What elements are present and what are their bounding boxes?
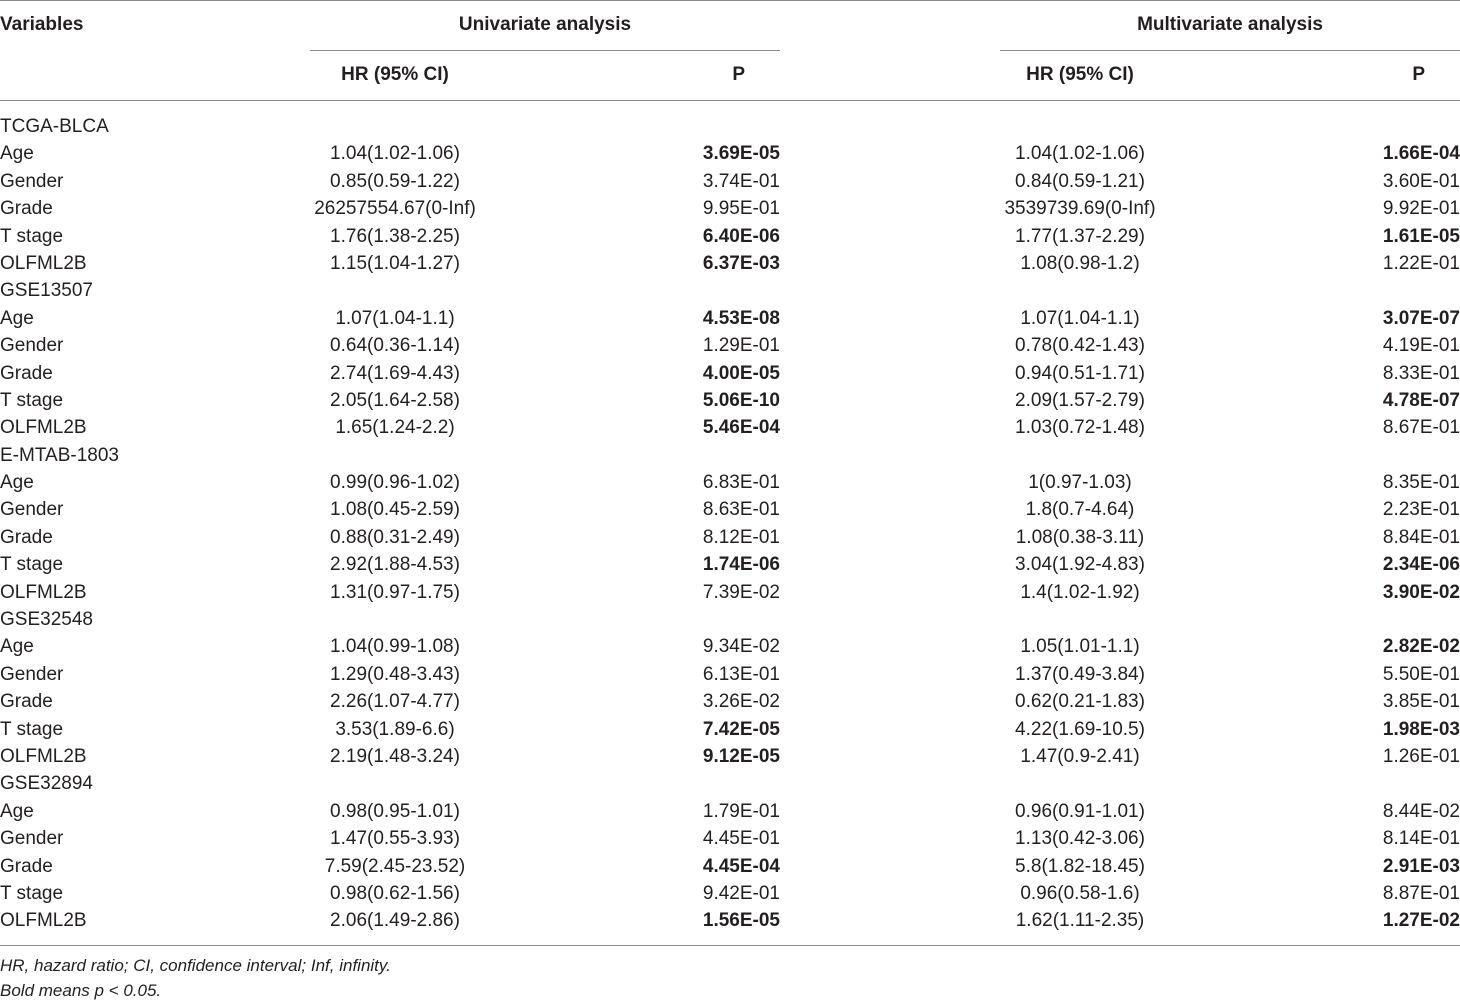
multivariate-p-cell: 3.60E-01: [1382, 170, 1460, 192]
univariate-hr-cell: 1.07(1.04-1.1): [335, 307, 455, 329]
multivariate-p-cell: 5.50E-01: [1382, 663, 1460, 685]
multivariate-p-cell: 2.91E-03: [1382, 855, 1460, 877]
table-row: [0, 250, 1460, 277]
univariate-hr-cell: 2.26(1.07-4.77): [330, 691, 460, 713]
table-bottom-rule: [0, 945, 1460, 946]
variable-label: Age: [0, 636, 34, 658]
variable-label: Age: [0, 307, 34, 329]
table-row: [0, 469, 1460, 496]
univariate-p-cell: 3.69E-05: [702, 143, 780, 165]
table-row: [0, 880, 1460, 907]
multivariate-hr-cell: 1.03(0.72-1.48): [1015, 417, 1145, 439]
table-row: [0, 332, 1460, 359]
multivariate-hr-cell: 0.94(0.51-1.71): [1015, 362, 1145, 384]
variable-label: OLFML2B: [0, 745, 87, 767]
univariate-span-rule: [310, 50, 780, 51]
multivariate-p-cell: 1.98E-03: [1382, 718, 1460, 740]
variable-label: OLFML2B: [0, 910, 87, 932]
header-multivariate: Multivariate analysis: [1137, 14, 1323, 35]
footnote-bold-note: Bold means p < 0.05.: [0, 981, 162, 1000]
multivariate-p-cell: 8.87E-01: [1382, 882, 1460, 904]
header-univariate: Univariate analysis: [458, 14, 632, 35]
table-row: [0, 716, 1460, 743]
footnote-abbreviations: HR, hazard ratio; CI, confidence interval; Inf, infinity.: [0, 956, 391, 975]
multivariate-p-cell: 8.67E-01: [1382, 417, 1460, 439]
table-body: [0, 113, 1460, 935]
multivariate-hr-cell: 1.4(1.02-1.92): [1020, 581, 1140, 603]
univariate-p-cell: 9.34E-02: [702, 636, 780, 658]
univariate-p-cell: 6.13E-01: [702, 663, 780, 685]
variable-label: Gender: [0, 499, 64, 521]
variable-label: T stage: [0, 389, 64, 411]
univariate-hr-cell: 1.15(1.04-1.27): [330, 252, 460, 274]
multivariate-hr-cell: 1.08(0.38-3.11): [1015, 526, 1145, 548]
table-top-rule: [0, 0, 1460, 1]
multivariate-p-cell: 1.61E-05: [1382, 225, 1460, 247]
multivariate-hr-cell: 1.77(1.37-2.29): [1015, 225, 1145, 247]
header-uni-hr: HR (95% CI): [341, 64, 449, 85]
multivariate-p-cell: 2.82E-02: [1382, 636, 1460, 658]
table-row: [0, 168, 1460, 195]
variable-label: OLFML2B: [0, 417, 87, 439]
univariate-p-cell: 4.45E-04: [702, 855, 780, 877]
univariate-hr-cell: 7.59(2.45-23.52): [324, 855, 466, 877]
variable-label: Grade: [0, 198, 53, 220]
multivariate-hr-cell: 1.62(1.11-2.35): [1015, 910, 1145, 932]
univariate-hr-cell: 1.04(0.99-1.08): [330, 636, 460, 658]
dataset-group-row: [0, 277, 1460, 304]
table-row: [0, 853, 1460, 880]
univariate-hr-cell: 3.53(1.89-6.6): [335, 718, 455, 740]
header-uni-p: P: [732, 64, 745, 85]
multivariate-p-cell: 1.22E-01: [1382, 252, 1460, 274]
multivariate-p-cell: 1.66E-04: [1382, 143, 1460, 165]
variable-label: OLFML2B: [0, 581, 87, 603]
variable-label: Age: [0, 143, 34, 165]
dataset-label: GSE32894: [0, 773, 93, 795]
univariate-hr-cell: 2.92(1.88-4.53): [330, 554, 460, 576]
table-row: [0, 907, 1460, 934]
univariate-hr-cell: 0.99(0.96-1.02): [330, 472, 460, 494]
table-row: [0, 633, 1460, 660]
variable-label: Age: [0, 472, 34, 494]
univariate-p-cell: 8.12E-01: [702, 526, 780, 548]
univariate-p-cell: 3.26E-02: [702, 691, 780, 713]
dataset-label: TCGA-BLCA: [0, 116, 109, 137]
multivariate-p-cell: 1.26E-01: [1382, 745, 1460, 767]
table-row: [0, 414, 1460, 441]
univariate-p-cell: 8.63E-01: [702, 499, 780, 521]
univariate-p-cell: 5.06E-10: [702, 389, 780, 411]
univariate-p-cell: 7.39E-02: [702, 581, 780, 603]
univariate-p-cell: 6.40E-06: [702, 225, 780, 247]
header-bottom-rule: [0, 100, 1460, 101]
multivariate-p-cell: 8.33E-01: [1382, 362, 1460, 384]
multivariate-hr-cell: 1.05(1.01-1.1): [1020, 636, 1140, 658]
univariate-p-cell: 6.83E-01: [702, 472, 780, 494]
univariate-p-cell: 4.00E-05: [702, 362, 780, 384]
multivariate-p-cell: 8.84E-01: [1382, 526, 1460, 548]
variable-label: Gender: [0, 663, 64, 685]
variable-label: Grade: [0, 691, 53, 713]
univariate-hr-cell: 0.88(0.31-2.49): [330, 526, 460, 548]
dataset-label: GSE32548: [0, 609, 93, 631]
header-variables: Variables: [0, 14, 84, 35]
multivariate-hr-cell: 1.37(0.49-3.84): [1015, 663, 1145, 685]
multivariate-hr-cell: 0.62(0.21-1.83): [1015, 691, 1145, 713]
multivariate-p-cell: 8.35E-01: [1382, 472, 1460, 494]
univariate-hr-cell: 1.65(1.24-2.2): [335, 417, 455, 439]
univariate-p-cell: 9.95E-01: [702, 198, 780, 220]
univariate-p-cell: 5.46E-04: [702, 417, 780, 439]
table-row: [0, 223, 1460, 250]
table-row: [0, 305, 1460, 332]
multivariate-p-cell: 8.14E-01: [1382, 828, 1460, 850]
table-row: [0, 688, 1460, 715]
multivariate-p-cell: 2.23E-01: [1382, 499, 1460, 521]
multivariate-p-cell: 8.44E-02: [1382, 800, 1460, 822]
multivariate-hr-cell: 1(0.97-1.03): [1028, 472, 1132, 494]
variable-label: T stage: [0, 882, 64, 904]
univariate-hr-cell: 2.05(1.64-2.58): [330, 389, 460, 411]
variable-label: T stage: [0, 225, 64, 247]
table-row: [0, 195, 1460, 222]
variable-label: T stage: [0, 554, 64, 576]
table-row: [0, 551, 1460, 578]
univariate-p-cell: 1.79E-01: [702, 800, 780, 822]
multivariate-hr-cell: 3.04(1.92-4.83): [1015, 554, 1145, 576]
multivariate-p-cell: 4.19E-01: [1382, 335, 1460, 357]
univariate-hr-cell: 0.85(0.59-1.22): [330, 170, 460, 192]
variable-label: Gender: [0, 335, 64, 357]
dataset-label: E-MTAB-1803: [0, 444, 119, 466]
univariate-hr-cell: 1.04(1.02-1.06): [330, 143, 460, 165]
variable-label: OLFML2B: [0, 252, 87, 274]
variable-label: Gender: [0, 170, 64, 192]
multivariate-hr-cell: 1.07(1.04-1.1): [1020, 307, 1140, 329]
table-row: [0, 825, 1460, 852]
dataset-group-row: [0, 606, 1460, 633]
header-multi-p: P: [1412, 64, 1425, 85]
univariate-hr-cell: 1.76(1.38-2.25): [330, 225, 460, 247]
multivariate-hr-cell: 5.8(1.82-18.45): [1015, 855, 1145, 877]
dataset-group-row: [0, 113, 1460, 140]
variable-label: Gender: [0, 828, 64, 850]
univariate-hr-cell: 1.29(0.48-3.43): [330, 663, 460, 685]
variable-label: T stage: [0, 718, 64, 740]
multivariate-hr-cell: 2.09(1.57-2.79): [1015, 389, 1145, 411]
table-row: [0, 387, 1460, 414]
multivariate-hr-cell: 0.84(0.59-1.21): [1015, 170, 1145, 192]
multivariate-hr-cell: 0.78(0.42-1.43): [1015, 335, 1145, 357]
multivariate-hr-cell: 1.47(0.9-2.41): [1020, 745, 1140, 767]
multivariate-hr-cell: 1.08(0.98-1.2): [1020, 252, 1140, 274]
table-row: [0, 496, 1460, 523]
table-row: [0, 579, 1460, 606]
univariate-p-cell: 9.42E-01: [702, 882, 780, 904]
univariate-p-cell: 7.42E-05: [702, 718, 780, 740]
multivariate-hr-cell: 1.8(0.7-4.64): [1025, 499, 1135, 521]
multivariate-p-cell: 1.27E-02: [1382, 910, 1460, 932]
table-row: [0, 661, 1460, 688]
table-row: [0, 743, 1460, 770]
univariate-hr-cell: 1.08(0.45-2.59): [330, 499, 460, 521]
univariate-hr-cell: 0.98(0.62-1.56): [330, 882, 460, 904]
multivariate-hr-cell: 4.22(1.69-10.5): [1015, 718, 1145, 740]
univariate-p-cell: 4.53E-08: [702, 307, 780, 329]
multivariate-hr-cell: 3539739.69(0-Inf): [1004, 198, 1156, 220]
table-row: [0, 524, 1460, 551]
univariate-hr-cell: 2.74(1.69-4.43): [330, 362, 460, 384]
univariate-p-cell: 6.37E-03: [702, 252, 780, 274]
univariate-hr-cell: 0.64(0.36-1.14): [330, 335, 460, 357]
univariate-p-cell: 1.29E-01: [702, 335, 780, 357]
multivariate-p-cell: 3.85E-01: [1382, 691, 1460, 713]
univariate-hr-cell: 0.98(0.95-1.01): [330, 800, 460, 822]
multivariate-hr-cell: 1.13(0.42-3.06): [1015, 828, 1145, 850]
multivariate-span-rule: [1000, 50, 1460, 51]
multivariate-p-cell: 3.07E-07: [1382, 307, 1460, 329]
univariate-hr-cell: 2.19(1.48-3.24): [330, 745, 460, 767]
univariate-hr-cell: 1.47(0.55-3.93): [330, 828, 460, 850]
multivariate-p-cell: 3.90E-02: [1382, 581, 1460, 603]
variable-label: Grade: [0, 362, 53, 384]
univariate-p-cell: 1.74E-06: [702, 554, 780, 576]
variable-label: Grade: [0, 855, 53, 877]
univariate-p-cell: 3.74E-01: [702, 170, 780, 192]
dataset-group-row: [0, 770, 1460, 797]
univariate-p-cell: 9.12E-05: [702, 745, 780, 767]
univariate-p-cell: 4.45E-01: [702, 828, 780, 850]
multivariate-p-cell: 4.78E-07: [1382, 389, 1460, 411]
multivariate-hr-cell: 1.04(1.02-1.06): [1015, 143, 1145, 165]
multivariate-hr-cell: 0.96(0.91-1.01): [1015, 800, 1145, 822]
table-row: [0, 140, 1460, 167]
univariate-hr-cell: 26257554.67(0-Inf): [314, 198, 476, 220]
multivariate-p-cell: 9.92E-01: [1382, 198, 1460, 220]
multivariate-hr-cell: 0.96(0.58-1.6): [1020, 882, 1140, 904]
variable-label: Grade: [0, 526, 53, 548]
header-multi-hr: HR (95% CI): [1026, 64, 1134, 85]
univariate-p-cell: 1.56E-05: [702, 910, 780, 932]
dataset-label: GSE13507: [0, 280, 93, 302]
univariate-hr-cell: 2.06(1.49-2.86): [330, 910, 460, 932]
univariate-hr-cell: 1.31(0.97-1.75): [330, 581, 460, 603]
dataset-group-row: [0, 442, 1460, 469]
multivariate-p-cell: 2.34E-06: [1382, 554, 1460, 576]
table-row: [0, 360, 1460, 387]
table-row: [0, 798, 1460, 825]
variable-label: Age: [0, 800, 34, 822]
